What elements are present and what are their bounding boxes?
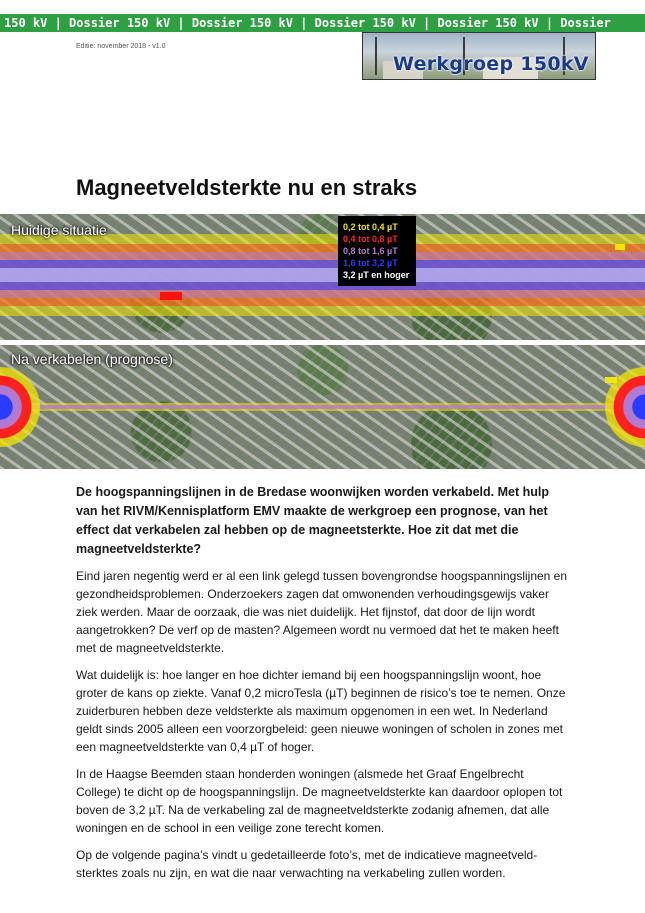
header-banner bbox=[0, 14, 645, 32]
article-lead: De hoogspanningslijnen in de Bredase woonwijken worden verkabeld. Met hulp van het RIVM/Kennisplatform EMV maakte de werkgroep een prognose, van het effect dat verkabelen zal hebben op de magneetsterkte. Hoe zit dat met die magneetveldsterkte? bbox=[76, 485, 549, 556]
article-paragraph-3: In de Haagse Beemden staan honderden woningen (alsmede het Graaf Engelbrecht College) te dicht op de hoogspanningslijn. De magneetveldsterkte kan daardoor oplopen tot boven de 3,2 µT. Na de verkabeling zal de magneetveldsterkte zodanig afnemen, dat alle woningen en de school in een veilige zone terecht komen. bbox=[76, 767, 563, 835]
legend-item-0: 0,2 tot 0,4 µT bbox=[343, 222, 398, 232]
legend-item-1: 0,4 tot 0,8 µT bbox=[343, 234, 398, 244]
map-future-label: Na verkabelen (prognose) bbox=[11, 351, 173, 367]
banner-text: 150 kV | Dossier 150 kV | Dossier 150 kV | Dossier 150 kV | Dossier 150 kV | Dossier bbox=[4, 16, 611, 30]
map-after-cabling bbox=[0, 345, 645, 469]
article-paragraph-1: Eind jaren negentig werd er al een link gelegd tussen bovengrondse hoogspanningslijnen en gezondheidsproblemen. Onderzoekers zagen dat omwonenden verhoudingsgewijs vaker ziek werden. Maar de oorzaak, die was niet duidelijk. Het fijnstof, dat door de lijn wordt aangetrokken? De verf op de masten? Algemeen wordt nu vermoed dat het te maken heeft met de magneetveldsterkte. bbox=[76, 569, 568, 655]
article-paragraph-4: Op de volgende pagina’s vindt u gedetailleerde foto’s, met de indicatieve magneetveld-sterktes zoals nu zijn, en wat die naar verwachting na verkabeling zullen worden. bbox=[76, 848, 538, 880]
page-title: Magneetveldsterkte nu en straks bbox=[76, 175, 418, 200]
legend-item-4: 3,2 µT en hoger bbox=[343, 270, 410, 280]
legend bbox=[338, 216, 416, 286]
edition-note: Editie: november 2018 - v1.0 bbox=[76, 43, 166, 50]
logo-text: Werkgroep 150kV bbox=[393, 53, 589, 75]
article-body bbox=[76, 483, 571, 891]
logo bbox=[362, 32, 596, 80]
map-current-situation bbox=[0, 214, 645, 340]
legend-item-2: 0,8 tot 1,6 µT bbox=[343, 246, 398, 256]
article-paragraph-2: Wat duidelijk is: hoe langer en hoe dichter iemand bij een hoogspanningslijn woont, hoe groter de kans op ziekte. Vanaf 0,2 microTesla (µT) beginnen de risico’s toe te nemen. Onze zuiderburen hebben deze veldsterkte als maximum opgenomen in een wet. In Nederland geldt sinds 2005 alleen een voorzorgbeleid: geen nieuwe woningen of scholen in zones met een magneetveldsterkte van 0,4 µT of hoger. bbox=[76, 668, 566, 754]
map-current-label: Huidige situatie bbox=[11, 222, 107, 238]
legend-item-3: 1,6 tot 3,2 µT bbox=[343, 258, 398, 268]
